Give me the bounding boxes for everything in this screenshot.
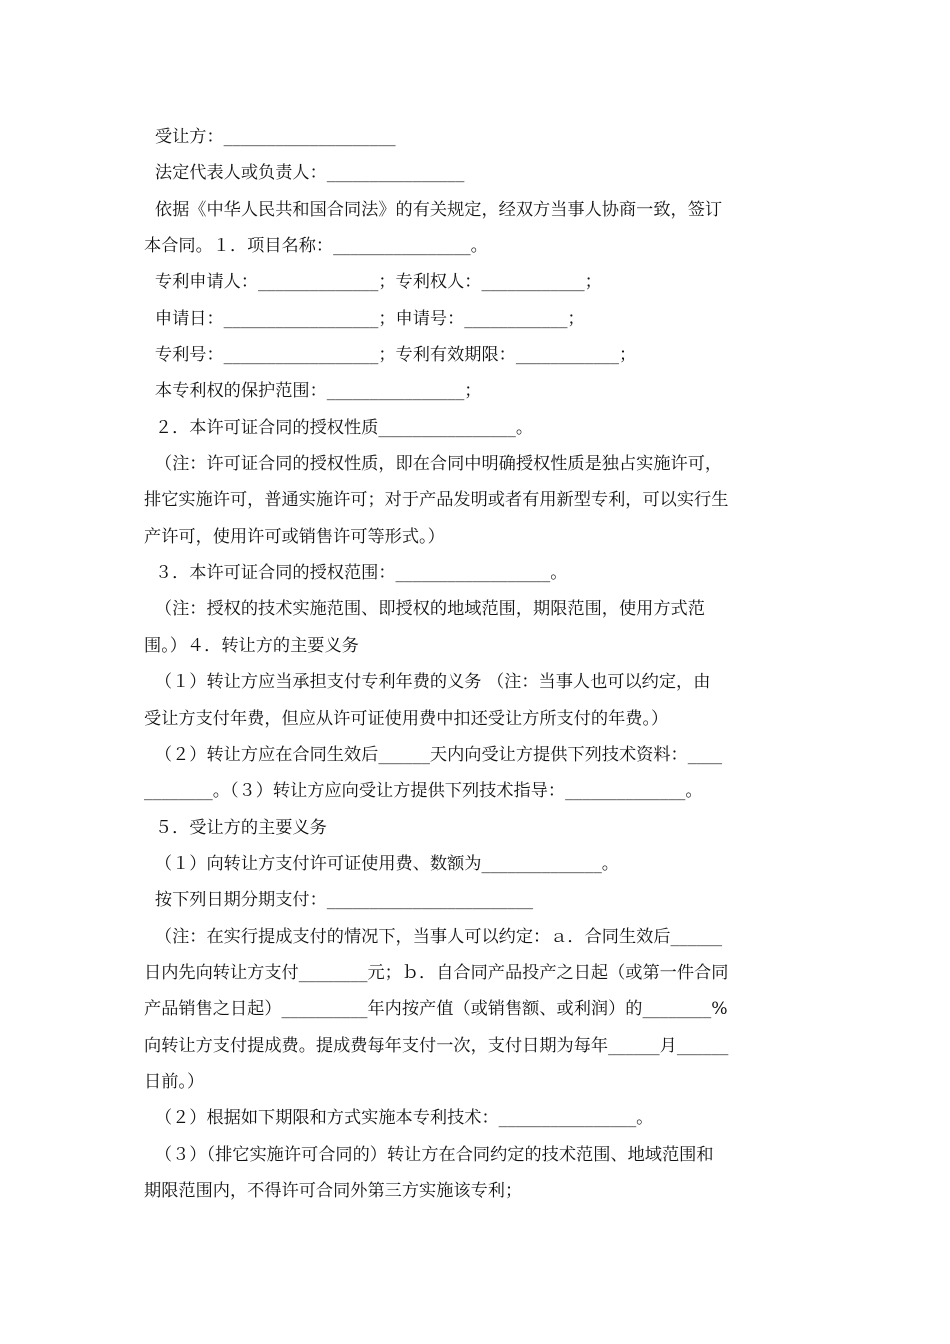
text-line: 申请日：__________________；申请号：____________； bbox=[144, 308, 585, 329]
text-line: （２）根据如下期限和方式实施本专利技术：________________。 bbox=[144, 1108, 654, 1129]
text-line: 专利号：__________________；专利有效期限：____________； bbox=[144, 345, 637, 366]
text-line: 依据《中华人民共和国合同法》的有关规定，经双方当事人协商一致，签订 bbox=[144, 199, 723, 220]
text-line: （１）向转让方支付许可证使用费、数额为______________。 bbox=[144, 853, 619, 874]
text-line: 日内先向转让方支付________元；ｂ．自合同产品投产之日起（或第一件合同 bbox=[144, 962, 729, 983]
text-line: 向转让方支付提成费。提成费每年支付一次，支付日期为每年______月______ bbox=[144, 1035, 729, 1056]
text-line: ________。（３）转让方应向受让方提供下列技术指导：______________。 bbox=[144, 781, 703, 802]
text-line: 受让方支付年费，但应从许可证使用费中扣还受让方所支付的年费。） bbox=[144, 708, 669, 729]
text-line: （３）（排它实施许可合同的）转让方在合同约定的技术范围、地域范围和 bbox=[144, 1144, 714, 1165]
text-line: 本合同。１．项目名称：________________。 bbox=[144, 236, 488, 257]
text-line: 期限范围内，不得许可合同外第三方实施该专利； bbox=[144, 1180, 523, 1201]
text-line: 按下列日期分期支付：________________________ bbox=[144, 890, 534, 911]
text-line: 法定代表人或负责人：________________ bbox=[144, 163, 465, 184]
text-line: 产品销售之日起）__________年内按产值（或销售额、或利润）的________% bbox=[144, 999, 728, 1020]
text-line: ５．受让方的主要义务 bbox=[144, 817, 327, 838]
text-line: （１）转让方应当承担支付专利年费的义务 （注：当事人也可以约定，由 bbox=[144, 672, 711, 693]
text-line: 围。）４．转让方的主要义务 bbox=[144, 635, 359, 656]
text-line: 受让方：____________________ bbox=[144, 127, 396, 147]
text-line: （注：授权的技术实施范围、即授权的地域范围，期限范围，使用方式范 bbox=[144, 599, 705, 620]
text-line: 专利申请人：______________；专利权人：____________； bbox=[144, 272, 602, 293]
text-line: （注：许可证合同的授权性质，即在合同中明确授权性质是独占实施许可， bbox=[144, 454, 723, 475]
text-line: ２．本许可证合同的授权性质________________。 bbox=[144, 417, 534, 438]
text-line: （２）转让方应在合同生效后______天内向受让方提供下列技术资料：____ bbox=[144, 744, 723, 765]
text-line: ３．本许可证合同的授权范围：__________________。 bbox=[144, 563, 568, 584]
text-line: （注：在实行提成支付的情况下，当事人可以约定：ａ．合同生效后______ bbox=[144, 926, 723, 947]
text-line: 日前。） bbox=[144, 1071, 205, 1092]
text-line: 本专利权的保护范围：________________； bbox=[144, 381, 482, 402]
text-line: 产许可，使用许可或销售许可等形式。） bbox=[144, 526, 445, 547]
contract-body bbox=[144, 119, 808, 1209]
text-line: 排它实施许可，普通实施许可；对于产品发明或者有用新型专利，可以实行生 bbox=[144, 490, 729, 511]
